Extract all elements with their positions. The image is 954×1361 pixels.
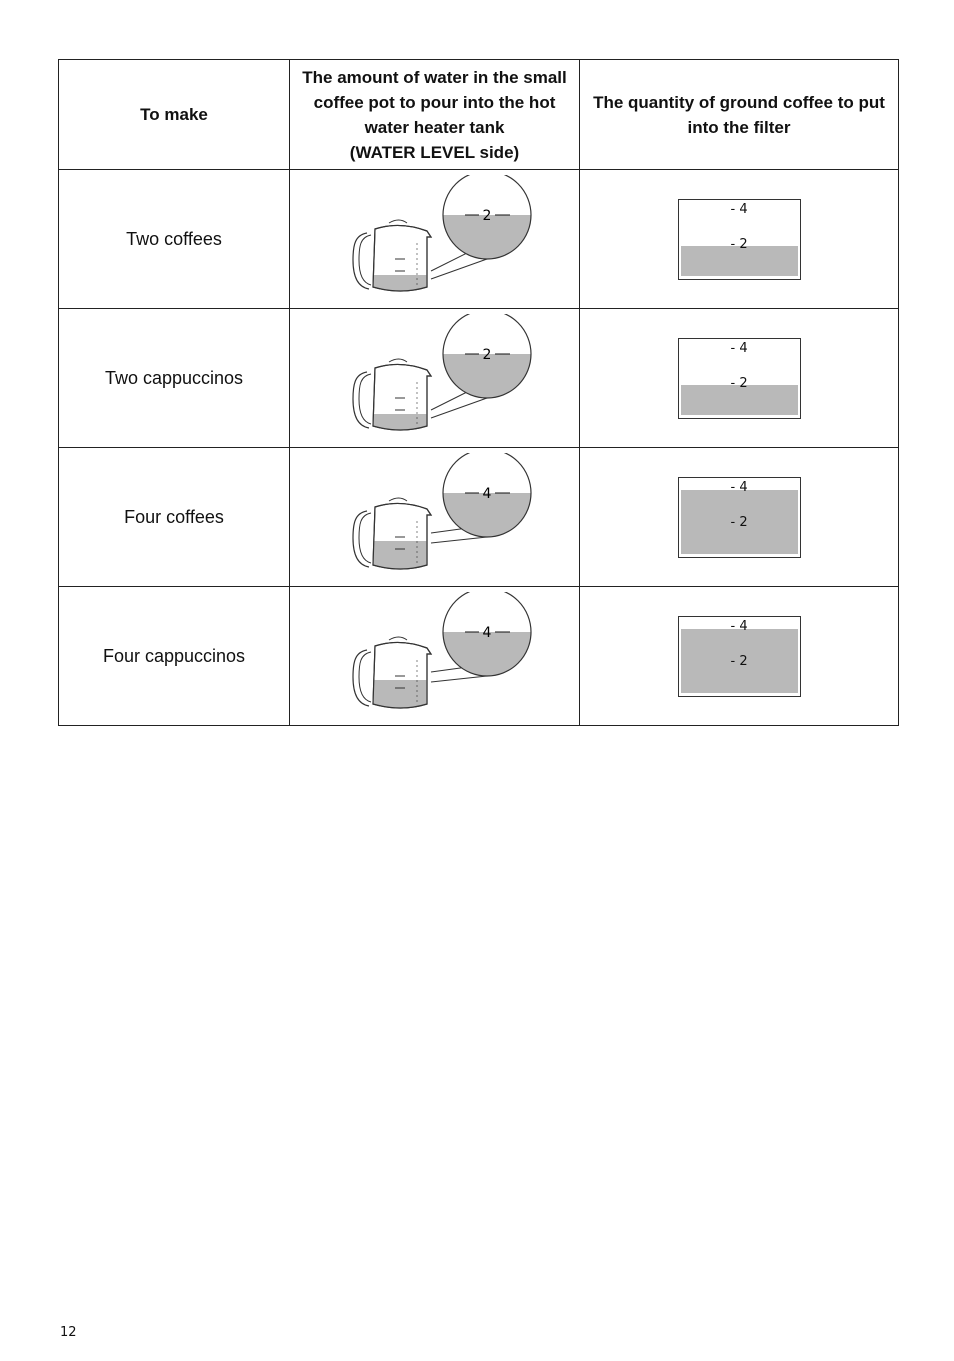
- table-header-row: [59, 60, 899, 170]
- water-level-cell: [290, 587, 580, 726]
- coffee-quantity-cell: [580, 587, 899, 726]
- carafe-icon: [353, 637, 431, 708]
- header-water-line: (WATER LEVEL side): [349, 142, 520, 162]
- water-level-cell: [290, 170, 580, 309]
- filter-mark-2: - 2: [730, 236, 748, 252]
- water-level-mark: 2: [482, 347, 491, 363]
- filter-mark-2: - 2: [730, 653, 748, 669]
- magnifier-callout: [431, 314, 531, 418]
- table-row: [59, 170, 899, 309]
- header-water-line: coffee pot to pour into the hot: [313, 92, 556, 112]
- coffee-pot-illustration: [335, 592, 535, 720]
- carafe-icon: [353, 359, 431, 430]
- table-row: [59, 448, 899, 587]
- filter-illustration: [678, 477, 801, 558]
- coffee-pot-illustration: [335, 175, 535, 303]
- coffee-pot-illustration: [335, 453, 535, 581]
- header-coffee-line: into the filter: [687, 117, 791, 137]
- coffee-quantity-cell: [580, 170, 899, 309]
- water-level-mark: 4: [482, 625, 491, 641]
- table-row: [59, 587, 899, 726]
- row-label: Two cappuccinos: [59, 309, 290, 448]
- header-water-line: The amount of water in the small: [302, 67, 567, 87]
- header-water-amount: [290, 60, 580, 170]
- header-coffee-quantity: [580, 60, 899, 170]
- filter-illustration: [678, 338, 801, 419]
- table-row: [59, 309, 899, 448]
- filter-mark-4: - 4: [730, 618, 748, 634]
- coffee-pot-illustration: [335, 314, 535, 442]
- filter-mark-2: - 2: [730, 375, 748, 391]
- water-level-cell: [290, 448, 580, 587]
- magnifier-callout: [431, 175, 531, 279]
- carafe-icon: [353, 220, 431, 291]
- coffee-quantity-cell: [580, 309, 899, 448]
- row-label: Two coffees: [59, 170, 290, 309]
- header-to-make: To make: [59, 60, 290, 170]
- row-label: Four cappuccinos: [59, 587, 290, 726]
- water-level-mark: 2: [482, 208, 491, 224]
- carafe-icon: [353, 498, 431, 569]
- water-level-mark: 4: [482, 486, 491, 502]
- magnifier-callout: [431, 592, 531, 682]
- filter-mark-4: - 4: [730, 479, 748, 495]
- row-label: Four coffees: [59, 448, 290, 587]
- water-level-cell: [290, 309, 580, 448]
- filter-illustration: [678, 199, 801, 280]
- filter-mark-4: - 4: [730, 340, 748, 356]
- header-coffee-line: The quantity of ground coffee to put: [593, 92, 885, 112]
- page-number: 12: [60, 1325, 77, 1340]
- coffee-quantity-table: [58, 59, 899, 726]
- filter-mark-4: - 4: [730, 201, 748, 217]
- filter-mark-2: - 2: [730, 514, 748, 530]
- magnifier-callout: [431, 453, 531, 543]
- filter-illustration: [678, 616, 801, 697]
- header-water-line: water heater tank: [364, 117, 505, 137]
- coffee-quantity-cell: [580, 448, 899, 587]
